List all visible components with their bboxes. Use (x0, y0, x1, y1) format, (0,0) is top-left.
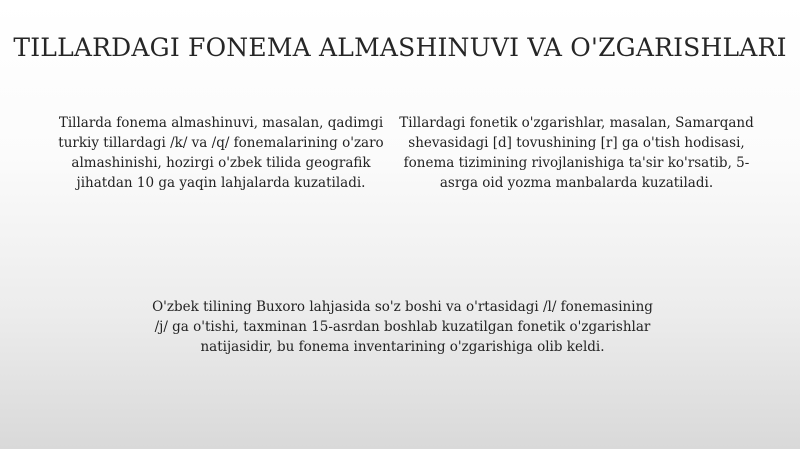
slide-title: TILLARDAGI FONEMA ALMASHINUVI VA O'ZGARISHLARI (13, 33, 787, 62)
paragraph-left: Tillarda fonema almashinuvi, masalan, qadimgi turkiy tillardagi /k/ va /q/ fonemalarining o'zaro almashinishi, hozirgi o'zbek tilida geografik jihatdan 10 ga yaqin lahjalarda kuzatiladi. (58, 115, 384, 191)
paragraph-right: Tillardagi fonetik o'zgarishlar, masalan, Samarqand shevasidagi [d] tovushining [r] ga o'tish hodisasi, fonema tizimining rivojlanishiga ta'sir ko'rsatib, 5-asrga oid yozma manbalarda kuzatiladi. (399, 115, 754, 191)
paragraph-bottom: O'zbek tilining Buxoro lahjasida so'z boshi va o'rtasidagi /l/ fonemasining /j/ ga o'tishi, taxminan 15-asrdan boshlab kuzatilgan fonetik o'zgarishlar natijasidir, bu fonema inventarining o'zgarishiga olib keldi. (152, 299, 653, 355)
